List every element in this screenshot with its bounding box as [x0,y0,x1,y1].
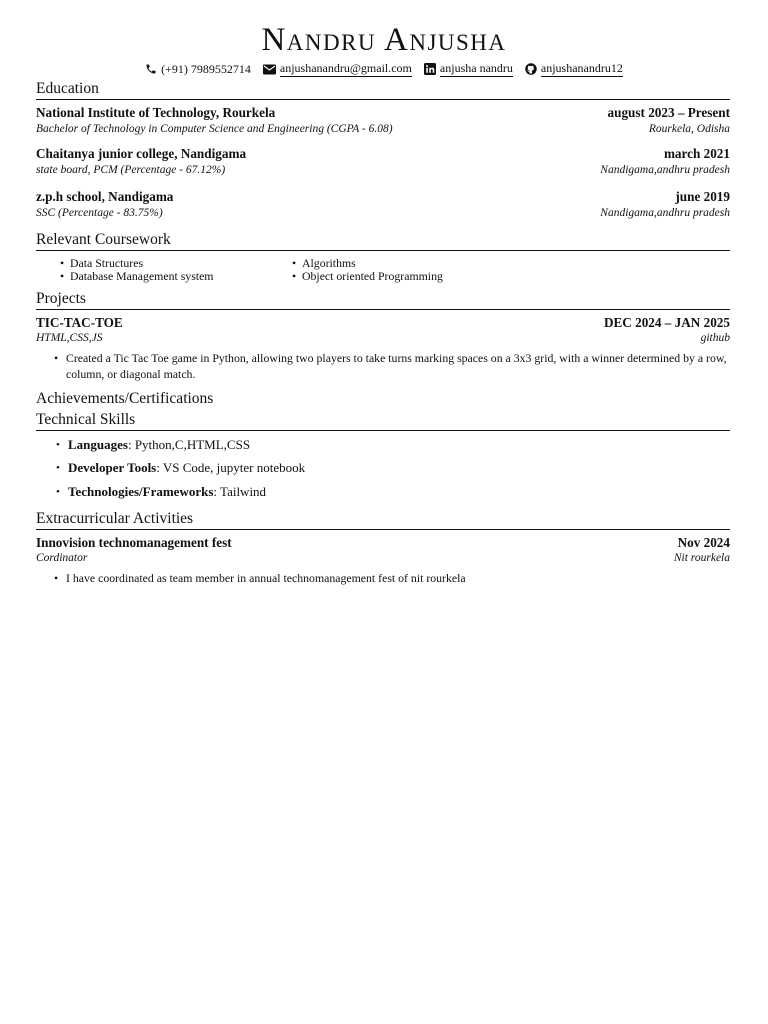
activity-dates: Nov 2024 [677,535,730,550]
project-link[interactable]: github [700,332,730,344]
education-degree: state board, PCM (Percentage - 67.12%) [36,164,226,176]
list-item: • Algorithms [302,257,522,270]
section-achievements-title: Achievements/Certifications [36,390,214,407]
skill-label: Technologies/Frameworks [68,484,214,499]
list-item: • Object oriented Programming [302,270,522,283]
envelope-icon [263,64,276,75]
coursework-column-2 [302,257,522,283]
section-education-title: Education [36,80,730,100]
linkedin-link[interactable]: anjusha nandru [439,61,513,75]
project-details [36,332,730,348]
activity-bullet [54,570,730,586]
activity-location: Nit rourkela [673,552,730,564]
contact-email[interactable] [263,61,412,77]
education-institution: Chaitanya junior college, Nandigama [36,146,247,161]
education-dates: june 2019 [675,189,730,204]
section-extracurricular-title: Extracurricular Activities [36,510,730,530]
activity-details [36,552,730,568]
education-institution: z.p.h school, Nandigama [36,189,174,204]
skill-languages [56,437,250,453]
phone-icon [145,63,157,75]
education-entry-1 [36,105,730,121]
activity-entry [36,535,730,551]
education-details-1 [36,123,730,139]
list-item: • Data Structures [70,257,290,270]
section-coursework-title: Relevant Coursework [36,231,730,251]
education-entry-3 [36,189,730,205]
coursework-column-1 [70,257,290,283]
skill-developer-tools [56,460,305,476]
education-degree: SSC (Percentage - 83.75%) [36,207,163,219]
education-location: Rourkela, Odisha [648,123,730,135]
project-name: TIC-TAC-TOE [36,315,123,330]
section-projects-title: Projects [36,290,730,310]
skill-label: Developer Tools [68,460,157,475]
contact-linkedin[interactable] [424,61,513,77]
education-entry-2 [36,146,730,162]
phone-number: (+91) 7989552714 [161,61,251,76]
education-degree: Bachelor of Technology in Computer Science and Engineering (CGPA - 6.08) [36,123,393,135]
github-link[interactable]: anjushanandru12 [540,61,623,75]
contact-phone [145,62,251,77]
section-skills-title: Technical Skills [36,411,730,431]
skill-label: Languages [68,437,128,452]
bullet-text: • I have coordinated as team member in annual technomanagement fest of nit rourkela [66,571,466,585]
project-stack: HTML,CSS,JS [36,332,103,344]
github-icon [525,63,537,75]
skill-technologies [56,484,266,500]
skill-value: : Python,C,HTML,CSS [127,437,251,452]
activity-name: Innovision technomanagement fest [36,535,232,550]
list-item: • Database Management system [70,270,290,283]
education-location: Nandigama,andhru pradesh [600,207,730,219]
candidate-name: Nandru Anjusha [261,22,507,58]
education-dates: march 2021 [663,146,730,161]
skill-value: : Tailwind [213,484,267,499]
project-bullet [54,350,730,382]
project-entry [36,315,730,331]
education-dates: august 2023 – Present [607,105,730,120]
skill-value: : VS Code, jupyter notebook [156,460,306,475]
contact-bar [0,60,768,78]
education-details-3 [36,207,730,223]
education-details-2 [36,164,730,180]
project-dates: DEC 2024 – JAN 2025 [603,315,730,330]
education-location: Nandigama,andhru pradesh [600,164,730,176]
bullet-text: • Created a Tic Tac Toe game in Python, allowing two players to take turns marking spaces on a 3x3 grid, with a winner determined by a row, column, or diagonal match. [66,351,727,381]
activity-role: Cordinator [36,552,88,564]
education-institution: National Institute of Technology, Rourkela [36,105,276,120]
email-link[interactable]: anjushanandru@gmail.com [279,61,412,75]
linkedin-icon [424,63,436,75]
contact-github[interactable] [525,61,623,77]
